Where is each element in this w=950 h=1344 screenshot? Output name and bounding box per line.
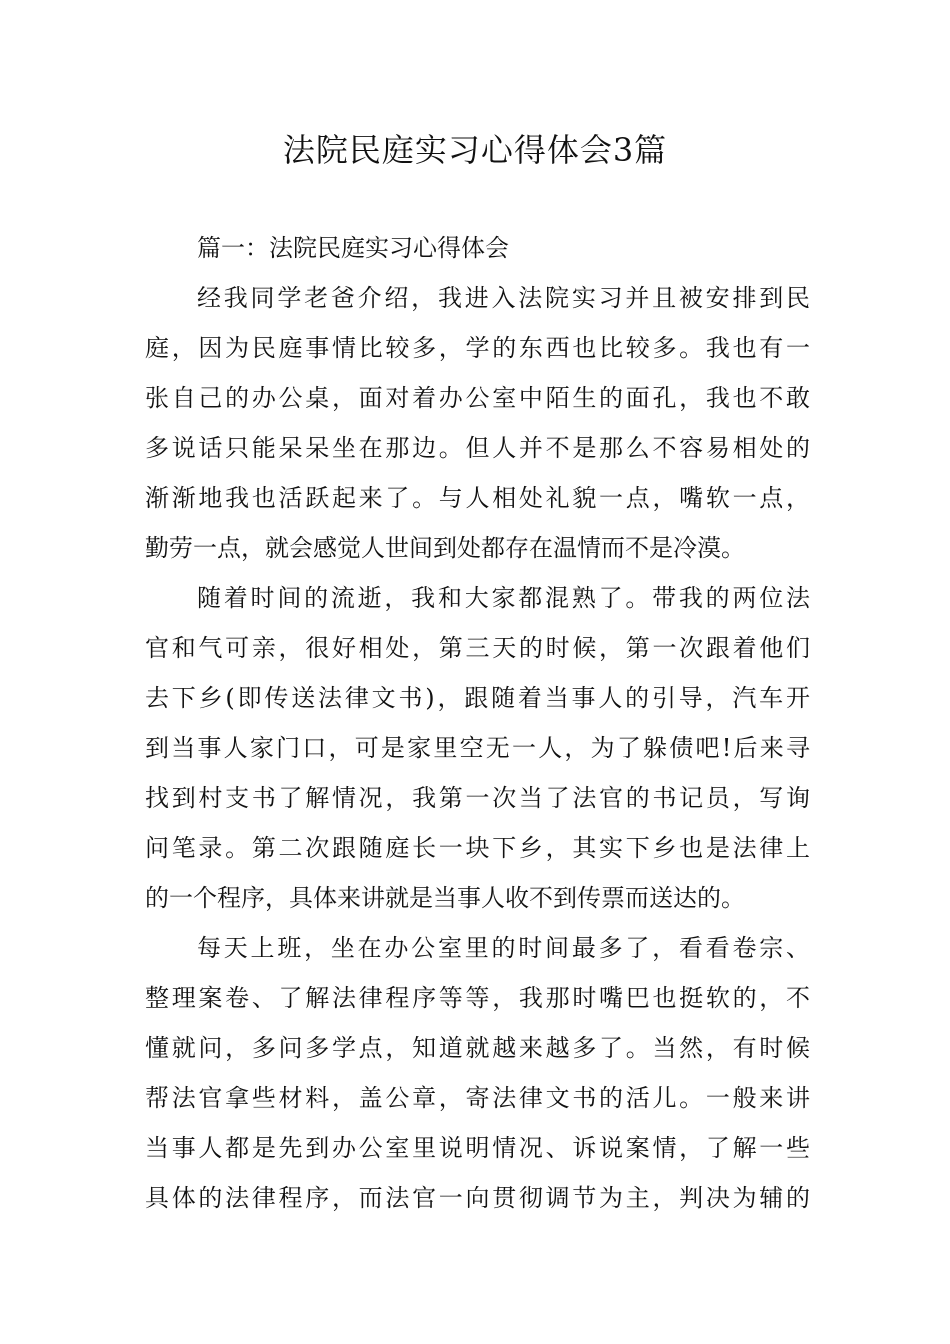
paragraph-3-line-5: 当事人都是先到办公室里说明情况、诉说案情，了解一些 [145,1134,810,1162]
paragraph-1-line-1: 经我同学老爸介绍，我进入法院实习并且被安排到民 [197,284,810,312]
paragraph-2-line-4: 到当事人家门口，可是家里空无一人，为了躲债吧!后来寻 [145,734,810,762]
paragraph-2-line-2: 官和气可亲，很好相处，第三天的时候，第一次跟着他们 [145,634,810,662]
paragraph-2-line-5: 找到村支书了解情况，我第一次当了法官的书记员，写询 [145,784,810,812]
paragraph-1-line-2: 庭，因为民庭事情比较多，学的东西也比较多。我也有一 [145,334,810,362]
section-heading: 篇一：法院民庭实习心得体会 [197,234,509,262]
paragraph-1-line-3: 张自己的办公桌，面对着办公室中陌生的面孔，我也不敢 [145,384,810,412]
paragraph-2-line-6: 问笔录。第二次跟随庭长一块下乡，其实下乡也是法律上 [145,834,810,862]
paragraph-2-line-1: 随着时间的流逝，我和大家都混熟了。带我的两位法 [197,584,810,612]
paragraph-3-line-4: 帮法官拿些材料，盖公章，寄法律文书的活儿。一般来讲 [145,1084,810,1112]
paragraph-1-line-5: 渐渐地我也活跃起来了。与人相处礼貌一点，嘴软一点， [145,484,810,512]
document-title: 法院民庭实习心得体会3篇 [282,131,668,169]
paragraph-3-line-6: 具体的法律程序，而法官一向贯彻调节为主，判决为辅的 [145,1184,810,1212]
paragraph-2-line-3: 去下乡(即传送法律文书)，跟随着当事人的引导，汽车开 [145,684,810,712]
paragraph-1-line-4: 多说话只能呆呆坐在那边。但人并不是那么不容易相处的 [145,434,810,462]
paragraph-3-line-1: 每天上班，坐在办公室里的时间最多了，看看卷宗、 [197,934,810,962]
paragraph-2-line-7: 的一个程序，具体来讲就是当事人收不到传票而送达的。 [145,884,745,912]
paragraph-1-line-6: 勤劳一点，就会感觉人世间到处都存在温情而不是冷漠。 [145,534,745,562]
paragraph-3-line-3: 懂就问，多问多学点，知道就越来越多了。当然，有时候 [145,1034,810,1062]
paragraph-3-line-2: 整理案卷、了解法律程序等等，我那时嘴巴也挺软的，不 [145,984,810,1012]
